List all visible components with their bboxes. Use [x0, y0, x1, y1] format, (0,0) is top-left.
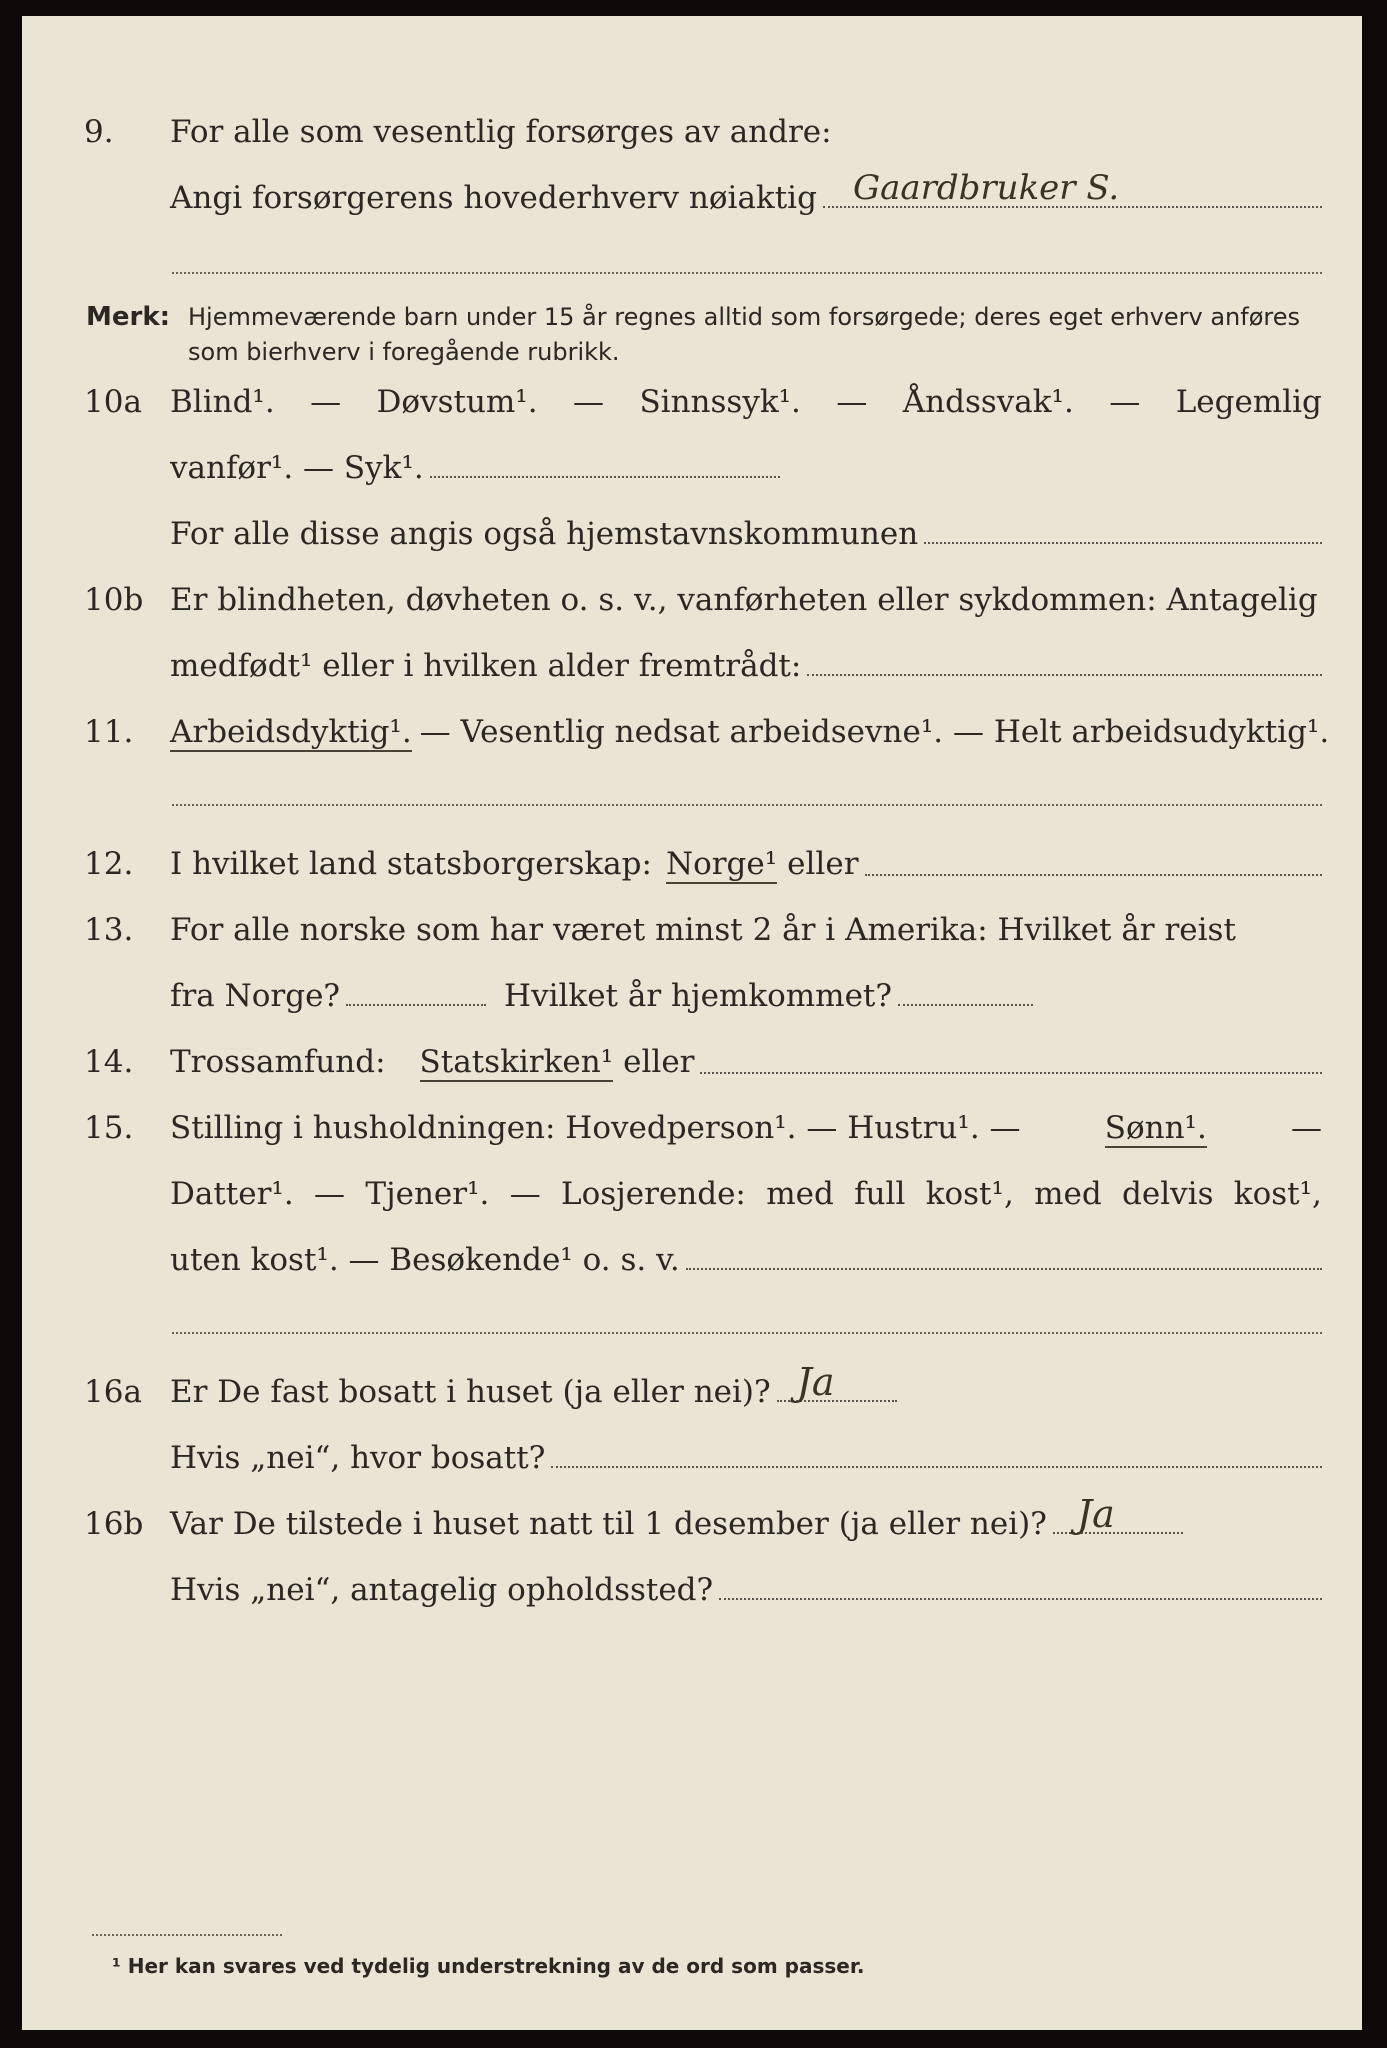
q16a-followup-line[interactable]: [551, 1458, 1322, 1468]
q12-eller: eller: [787, 846, 859, 882]
option-arbeidsdyktig[interactable]: Arbeidsdyktig¹.: [170, 714, 412, 750]
q9-number: 9.: [84, 114, 114, 150]
q16a-handwritten-answer: Ja: [796, 1360, 835, 1404]
divider: [172, 804, 1322, 806]
q9-question: For alle som vesentlig forsørges av andre:: [170, 114, 832, 150]
q13-question: For alle norske som har været minst 2 år i Amerika: Hvilket år reist: [170, 912, 1236, 948]
q14-answer-line[interactable]: [700, 1064, 1322, 1074]
q14-prompt: Trossamfund:: [170, 1044, 386, 1080]
q16b-question: Var De tilstede i huset natt til 1 desember (ja eller nei)?: [170, 1506, 1047, 1542]
q10b-prompt: medfødt¹ eller i hvilken alder fremtrådt:: [170, 648, 802, 684]
q13-reist-line[interactable]: [346, 996, 486, 1006]
merk-label: Merk:: [86, 302, 171, 332]
q16b-answer-line[interactable]: [1053, 1492, 1183, 1536]
q13-hjemkommet-line[interactable]: [898, 996, 1033, 1006]
q9-handwritten-answer: Gaardbruker S.: [852, 168, 1120, 208]
q10a-hjemstavn-prompt: For alle disse angis også hjemstavnskommunen: [170, 516, 919, 552]
option-andssvak[interactable]: Åndssvak¹.: [902, 384, 1074, 420]
q10b-answer-line[interactable]: [807, 666, 1322, 676]
option-sinnssyk[interactable]: Sinnssyk¹.: [639, 384, 801, 420]
divider: [172, 272, 1322, 274]
q16a-question: Er De fast bosatt i huset (ja eller nei)?: [170, 1374, 771, 1410]
divider: [172, 1332, 1322, 1334]
census-form-page: 9. For alle som vesentlig forsørges av andre: Angi forsørgerens hovederhverv nøiaktig Gaardbruker S. Merk: Hjemmeværende barn under 15 år regnes alltid som forsørgede; deres eget erhverv anføres som bierhverv i foregående rubrikk. 10a Blind¹. — Døvstum¹. — Sinnssyk¹. — Åndssvak¹. — Legemlig vanfør¹. — Syk¹. For alle disse angis også hjemstavnskommunen 10b Er blindheten, døvheten o. s. v., vanførheten eller sykdommen: Antagelig medfødt¹ eller i hvilken alder fremtrådt: 11. Arbeidsdyktig¹. — Vesentlig nedsat arbeidsevne¹. — Helt arbeidsudyktig¹. 12. I hvilket land statsborgerskap: Norge¹ eller 13. For alle norske som har været minst 2 år i Amerika: Hvilket år reist fra Norge? Hvilket år hjemkommet? 14. Trossamfund: Statskirken¹ eller 15. Stilling i husholdningen: Hovedperson¹. — Hustru¹. — Sønn¹. — Datter¹. — Tjener¹. — Losjerende: med full kost¹, med delvis kost¹, uten kost¹. — Besøkende¹ o. s. v. 16a Er De fast bosatt i huset (ja eller nei)? Ja Hvis „nei“, hvor bosatt? 16b Var De tilstede i huset natt til 1 desember (ja eller nei)? Ja Hvis „nei“, antagelig opholdssted? ¹ Her kan svares ved tydelig understrekning av de ord som passer.: [22, 16, 1362, 2030]
q11-other-options[interactable]: — Vesentlig nedsat arbeidsevne¹. — Helt arbeidsudyktig¹.: [419, 714, 1330, 750]
q10a-vanfor-syk[interactable]: vanfør¹. — Syk¹.: [170, 450, 424, 486]
q16b-followup: Hvis „nei“, antagelig opholdssted?: [170, 1572, 714, 1608]
q10b-number: 10b: [84, 582, 144, 618]
q13-number: 13.: [84, 912, 134, 948]
q9-answer-line[interactable]: [823, 168, 1322, 208]
q16a-answer-line[interactable]: [777, 1360, 897, 1404]
option-legemlig[interactable]: Legemlig: [1175, 384, 1322, 420]
q14-eller: eller: [623, 1044, 695, 1080]
q12-number: 12.: [84, 846, 134, 882]
q10a-options: Blind¹. — Døvstum¹. — Sinnssyk¹. — Åndssvak¹. — Legemlig: [170, 384, 1322, 420]
q16b-handwritten-answer: Ja: [1076, 1492, 1115, 1536]
q15-answer-line[interactable]: [686, 1260, 1322, 1270]
q9-prompt: Angi forsørgerens hovederhverv nøiaktig: [170, 180, 817, 216]
q10b-question: Er blindheten, døvheten o. s. v., vanførheten eller sykdommen: Antagelig: [170, 582, 1318, 618]
q16a-followup: Hvis „nei“, hvor bosatt?: [170, 1440, 546, 1476]
q15-options-c[interactable]: uten kost¹. — Besøkende¹ o. s. v.: [170, 1242, 680, 1278]
q10a-hjemstavn-line[interactable]: [924, 534, 1322, 544]
q16b-number: 16b: [84, 1506, 144, 1542]
q11-number: 11.: [84, 714, 134, 750]
option-datter[interactable]: Datter¹.: [170, 1176, 294, 1212]
q12-prompt: I hvilket land statsborgerskap:: [170, 846, 652, 882]
merk-note: Hjemmeværende barn under 15 år regnes alltid som forsørgede; deres eget erhverv anføres som bierhverv i foregående rubrikk.: [188, 303, 1301, 366]
option-statskirken[interactable]: Statskirken¹: [419, 1044, 614, 1080]
q12-answer-line[interactable]: [865, 866, 1322, 876]
footnote-rule: [92, 1934, 282, 1936]
option-norge[interactable]: Norge¹: [665, 846, 778, 882]
option-dovstum[interactable]: Døvstum¹.: [376, 384, 538, 420]
q10a-number: 10a: [84, 384, 142, 420]
q15-options-b: Datter¹. — Tjener¹. — Losjerende: med full kost¹, med delvis kost¹,: [170, 1176, 1322, 1212]
option-sonn[interactable]: Sønn¹.: [1104, 1110, 1207, 1146]
q16b-followup-line[interactable]: [719, 1590, 1322, 1600]
q15-options-a[interactable]: Stilling i husholdningen: Hovedperson¹. — Hustru¹. —: [170, 1110, 1021, 1146]
footnote: ¹ Her kan svares ved tydelig understrekning av de ord som passer.: [112, 1954, 865, 1978]
q10a-answer-line[interactable]: [430, 468, 780, 478]
option-blind[interactable]: Blind¹.: [170, 384, 275, 420]
q13-hjemkommet-prompt: Hvilket år hjemkommet?: [504, 978, 893, 1014]
option-tjener[interactable]: Tjener¹.: [365, 1176, 490, 1212]
q16a-number: 16a: [84, 1374, 142, 1410]
q15-number: 15.: [84, 1110, 134, 1146]
q13-reist-prompt: fra Norge?: [170, 978, 341, 1014]
q14-number: 14.: [84, 1044, 134, 1080]
